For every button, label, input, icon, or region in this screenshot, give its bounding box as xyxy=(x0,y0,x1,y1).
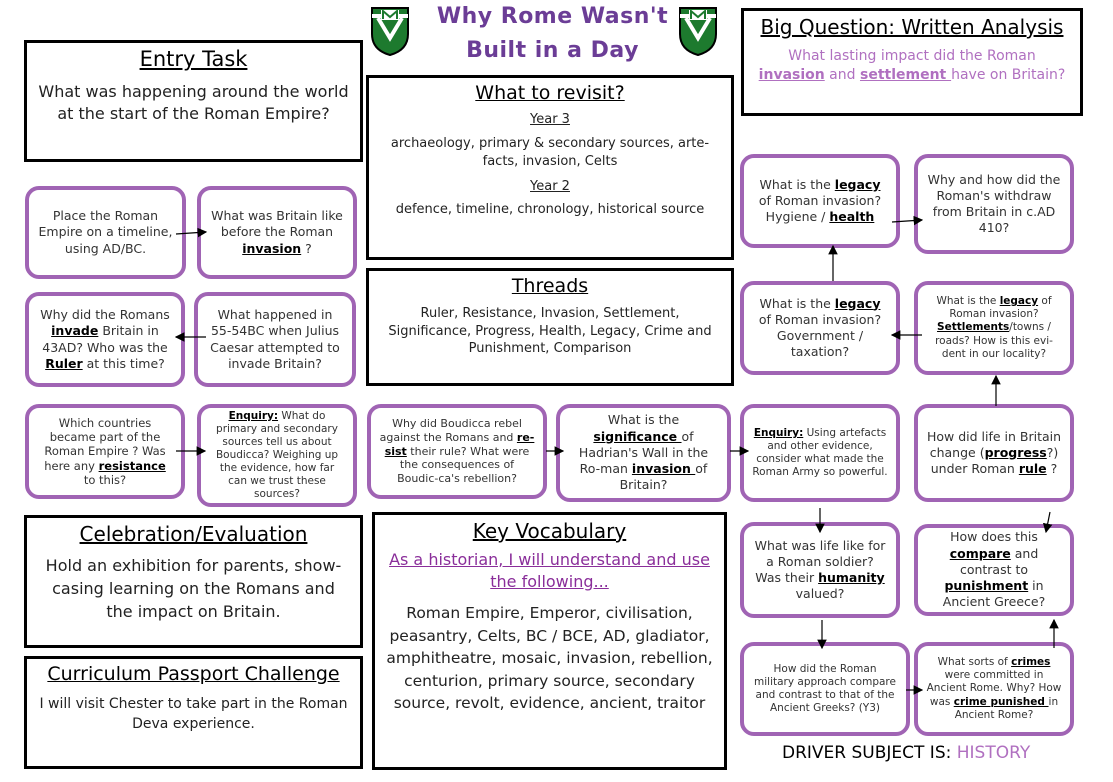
n11-b: of Roman invasion? xyxy=(949,295,1052,321)
n9-keyword-enquiry: Enquiry: xyxy=(753,426,804,439)
n3-keyword-invade: invade xyxy=(51,323,99,339)
n8-keyword-significance: significance xyxy=(593,428,682,444)
n7-a: Why did Boudicca rebel against the Romans and xyxy=(379,417,522,444)
node-17-text: How did the Roman military approach compare and contrast to that of the Ancient Greeks? (Y3) xyxy=(754,662,896,715)
node-14-text: Why and how did the Roman's withdraw from Britain in c.AD 410? xyxy=(927,171,1061,236)
n8-keyword-invasion: invasion xyxy=(631,461,696,477)
n5-keyword-resistance: resistance xyxy=(98,458,166,473)
bq-keyword-invasion: invasion xyxy=(758,66,825,83)
n8-c: of Britain? xyxy=(619,461,708,493)
n11-keyword-legacy: legacy xyxy=(999,295,1039,308)
n7-b: their rule? What were the consequences of Boudic-ca's rebellion? xyxy=(397,444,530,486)
celebration-heading: Celebration/Evaluation xyxy=(79,522,308,546)
bq-text-b: and xyxy=(824,66,860,83)
n3-b: Britain in 43AD? Who was the xyxy=(42,323,168,355)
n10-c: ? xyxy=(1046,461,1058,477)
vocabulary-heading: Key Vocabulary xyxy=(472,519,627,543)
vocabulary-text: Roman Empire, Emperor, civilisation, peasantry, Celts, BC / BCE, AD, gladiator, amphitheatre, mosaic, invasion, rebellion, centurion, primary source, secondary source, revolt, evidence, ancient, traitor xyxy=(386,604,713,713)
bq-text-a: What lasting impact did the Roman xyxy=(788,48,1036,64)
title-line-2: Built in a Day xyxy=(466,38,639,63)
n3-c: at this time? xyxy=(82,355,165,371)
entry-task-heading: Entry Task xyxy=(139,47,248,71)
arrow-n1-n2 xyxy=(176,232,206,234)
n16-a: How does this xyxy=(950,529,1038,545)
n12-a: What is the xyxy=(759,295,835,311)
n3-a: Why did the Romans xyxy=(40,307,170,322)
n11-a: What is the xyxy=(936,295,1000,308)
vocabulary-subheading: As a historian, I will understand and use the following... xyxy=(389,550,710,591)
n12-keyword-legacy: legacy xyxy=(834,295,881,311)
n15-keyword-humanity: humanity xyxy=(818,570,885,585)
n13-a: What is the xyxy=(759,176,835,192)
revisit-heading: What to revisit? xyxy=(475,82,625,104)
n2-a: What was Britain like before the Roman xyxy=(211,208,343,240)
n13-keyword-health: health xyxy=(829,209,875,225)
n16-keyword-punishment: punishment xyxy=(944,578,1029,594)
n10-keyword-progress: progress xyxy=(984,444,1047,460)
big-question-heading: Big Question: Written Analysis xyxy=(760,15,1064,39)
n16-b: and contrast to xyxy=(959,545,1039,577)
n18-a: What sorts of xyxy=(937,656,1012,669)
n6-keyword-enquiry: Enquiry: xyxy=(228,409,279,422)
bq-keyword-settlement: settlement xyxy=(859,66,952,83)
node-4-text: What happened in 55-54BC when Julius Caesar attempted to invade Britain? xyxy=(210,307,340,371)
n9-a: Using artefacts and other evidence, consider what made the Roman Army so powerful. xyxy=(752,426,888,479)
n2-b: ? xyxy=(301,240,312,256)
threads-text: Ruler, Resistance, Invasion, Settlement, Significance, Progress, Health, Legacy, Crime and Punishment, Comparison xyxy=(388,306,712,357)
n13-b: of Roman invasion? Hygiene / xyxy=(758,192,882,225)
n10-a: How did life in Britain change ( xyxy=(926,428,1062,460)
n11-c: /towns / roads? How is this evi-dent in our locality? xyxy=(935,321,1053,360)
driver-subject-value: HISTORY xyxy=(956,743,1031,763)
driver-label: DRIVER SUBJECT IS: xyxy=(782,743,957,763)
node-1-text: Place the Roman Empire on a timeline, using AD/BC. xyxy=(38,208,173,256)
n16-c: in Ancient Greece? xyxy=(942,578,1046,610)
threads-heading: Threads xyxy=(511,275,589,297)
n2-keyword: invasion xyxy=(242,240,302,256)
passport-text: I will visit Chester to take part in the Roman Deva experience. xyxy=(39,696,348,732)
celebration-text: Hold an exhibition for parents, show-casing learning on the Romans and the impact on Britain. xyxy=(45,556,342,622)
n10-keyword-rule: rule xyxy=(1018,461,1047,477)
year3-text: archaeology, primary & secondary sources, arte-facts, invasion, Celts xyxy=(390,136,710,170)
n16-keyword-compare: compare xyxy=(949,545,1011,561)
n10-b: ?) under Roman xyxy=(930,444,1059,477)
n15-b: valued? xyxy=(795,586,845,602)
arrow-n13-n14 xyxy=(892,220,922,222)
entry-task-text: What was happening around the world at the start of the Roman Empire? xyxy=(38,82,349,124)
n5-a: Which countries became part of the Roman Empire ? Was here any xyxy=(44,415,166,473)
n12-b: of Roman invasion? Government / taxation? xyxy=(758,311,882,360)
n3-keyword-ruler: Ruler xyxy=(45,355,83,371)
n7-keyword-resist: re-sist xyxy=(384,430,535,458)
n6-a: What do primary and secondary sources tell us about Boudicca? Weighing up the evidence, how far can we trust these sources? xyxy=(215,409,339,501)
bq-text-c: have on Britain? xyxy=(951,66,1066,83)
n13-keyword-legacy: legacy xyxy=(834,176,881,192)
passport-heading: Curriculum Passport Challenge xyxy=(47,663,340,685)
arrow-n10-n16 xyxy=(1046,512,1050,532)
n18-c: in Ancient Rome? xyxy=(954,695,1059,721)
n11-keyword-settlements: Settlements xyxy=(937,321,1010,334)
year3-label: Year 3 xyxy=(530,112,570,127)
n5-b: to this? xyxy=(83,473,127,488)
n15-a: What was life like for a Roman soldier? Was their xyxy=(754,537,886,585)
n18-keyword-crimes: crimes xyxy=(1011,656,1051,669)
n8-b: of Hadrian's Wall in the Ro-man xyxy=(578,428,709,477)
n18-b: were committed in Ancient Rome. Why? How was xyxy=(926,669,1062,708)
n8-a: What is the xyxy=(607,412,680,428)
year2-label: Year 2 xyxy=(530,179,570,195)
title-line-1: Why Rome Wasn't xyxy=(436,4,669,29)
n18-keyword-crime-punished: crime punished xyxy=(953,695,1049,708)
year2-text: defence, timeline, chronology, historical source xyxy=(395,202,705,218)
